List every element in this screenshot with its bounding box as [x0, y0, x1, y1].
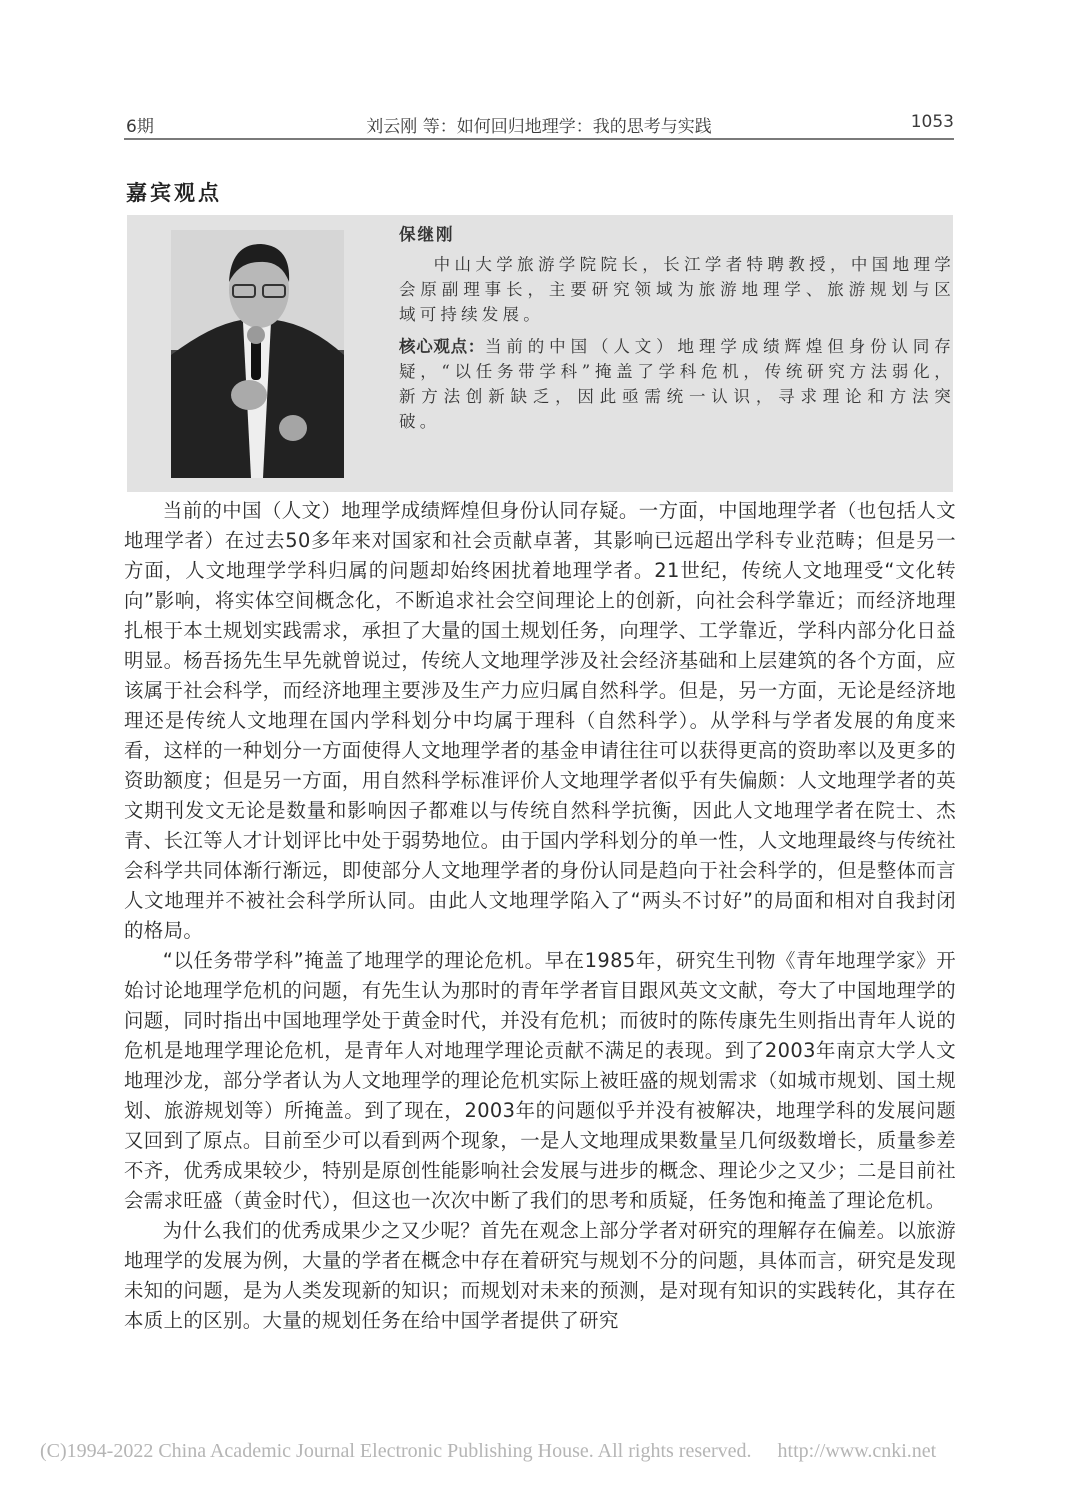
guest-profile-box — [127, 215, 953, 492]
core-view-label: 核心观点： — [399, 337, 485, 356]
body-paragraph: 当前的中国（人文）地理学成绩辉煌但身份认同存疑。一方面，中国地理学者（也包括人文地理学者）在过去50多年来对国家和社会贡献卓著，其影响已远超出学科专业范畴；但是另一方面，人文地理学学科归属的问题却始终困扰着地理学者。21世纪，传统人文地理受“文化转向”影响，将实体空间概念化，不断追求社会空间理论上的创新，向社会科学靠近；而经济地理扎根于本土规划实践需求，承担了大量的国土规划任务，向理学、工学靠近，学科内部分化日益明显。杨吾扬先生早先就曾说过，传统人文地理学涉及社会经济基础和上层建筑的各个方面，应该属于社会科学，而经济地理主要涉及生产力应归属自然科学。但是，另一方面，无论是经济地理还是传统人文地理在国内学科划分中均属于理科（自然科学）。从学科与学者发展的角度来看，这样的一种划分一方面使得人文地理学者的基金申请往往可以获得更高的资助率以及更多的资助额度；但是另一方面，用自然科学标准评价人文地理学者似乎有失偏颇：人文地理学者的英文期刊发文无论是数量和影响因子都难以与传统自然科学抗衡，因此人文地理学者在院士、杰青、长江等人才计划评比中处于弱势地位。由于国内学科划分的单一性，人文地理最终与传统社会科学共同体渐行渐远，即使部分人文地理学者的身份认同是趋向于社会科学的，但是整体而言人文地理并不被社会科学所认同。由此人文地理学陷入了“两头不讨好”的局面和相对自我封闭的格局。 — [124, 499, 956, 942]
section-title: 嘉宾观点 — [126, 180, 222, 206]
copyright-footer — [40, 1440, 1040, 1463]
article-body — [124, 496, 956, 1336]
guest-bio: 中山大学旅游学院院长，长江学者特聘教授，中国地理学会原副理事长，主要研究领域为旅游地理学、旅游规划与区域可持续发展。 — [399, 255, 955, 324]
footer-link[interactable]: http://www.cnki.net — [777, 1440, 937, 1462]
core-view-text: 当前的中国（人文）地理学成绩辉煌但身份认同存疑，“以任务带学科”掩盖了学科危机，传统研究方法弱化，新方法创新缺乏，因此亟需统一认识，寻求理论和方法突破。 — [399, 337, 955, 431]
running-head — [124, 112, 954, 138]
core-view — [399, 334, 955, 434]
body-paragraph: 为什么我们的优秀成果少之又少呢？首先在观念上部分学者对研究的理解存在偏差。以旅游地理学的发展为例，大量的学者在概念中存在着研究与规划不分的问题，具体而言，研究是发现未知的问题，是为人类发现新的知识；而规划对未来的预测，是对现有知识的实践转化，其存在本质上的区别。大量的规划任务在给中国学者提供了研究 — [124, 1219, 956, 1332]
guest-name: 保继刚 — [399, 225, 455, 244]
page-number: 1053 — [910, 112, 954, 132]
guest-photo — [171, 230, 344, 478]
issue-number: 6期 — [126, 117, 154, 137]
header-rule — [124, 138, 954, 140]
article-running-title: 刘云刚 等：如何回归地理学：我的思考与实践 — [366, 117, 712, 137]
copyright-text: (C)1994-2022 China Academic Journal Electronic Publishing House. All rights reserved. — [40, 1440, 752, 1462]
guest-text — [399, 222, 955, 434]
body-paragraph: “以任务带学科”掩盖了地理学的理论危机。早在1985年，研究生刊物《青年地理学家》开始讨论地理学危机的问题，有先生认为那时的青年学者盲目跟风英文文献，夸大了中国地理学的问题，同时指出中国地理学处于黄金时代，并没有危机；而彼时的陈传康先生则指出青年人说的危机是地理学理论危机，是青年人对地理学理论贡献不满足的表现。到了2003年南京大学人文地理沙龙，部分学者认为人文地理学的理论危机实际上被旺盛的规划需求（如城市规划、国土规划、旅游规划等）所掩盖。到了现在，2003年的问题似乎并没有被解决，地理学科的发展问题又回到了原点。目前至少可以看到两个现象，一是人文地理成果数量呈几何级数增长，质量参差不齐，优秀成果较少，特别是原创性能影响社会发展与进步的概念、理论少之又少；二是目前社会需求旺盛（黄金时代），但这也一次次中断了我们的思考和质疑，任务饱和掩盖了理论危机。 — [124, 949, 956, 1212]
portrait-photo-icon — [171, 230, 344, 478]
